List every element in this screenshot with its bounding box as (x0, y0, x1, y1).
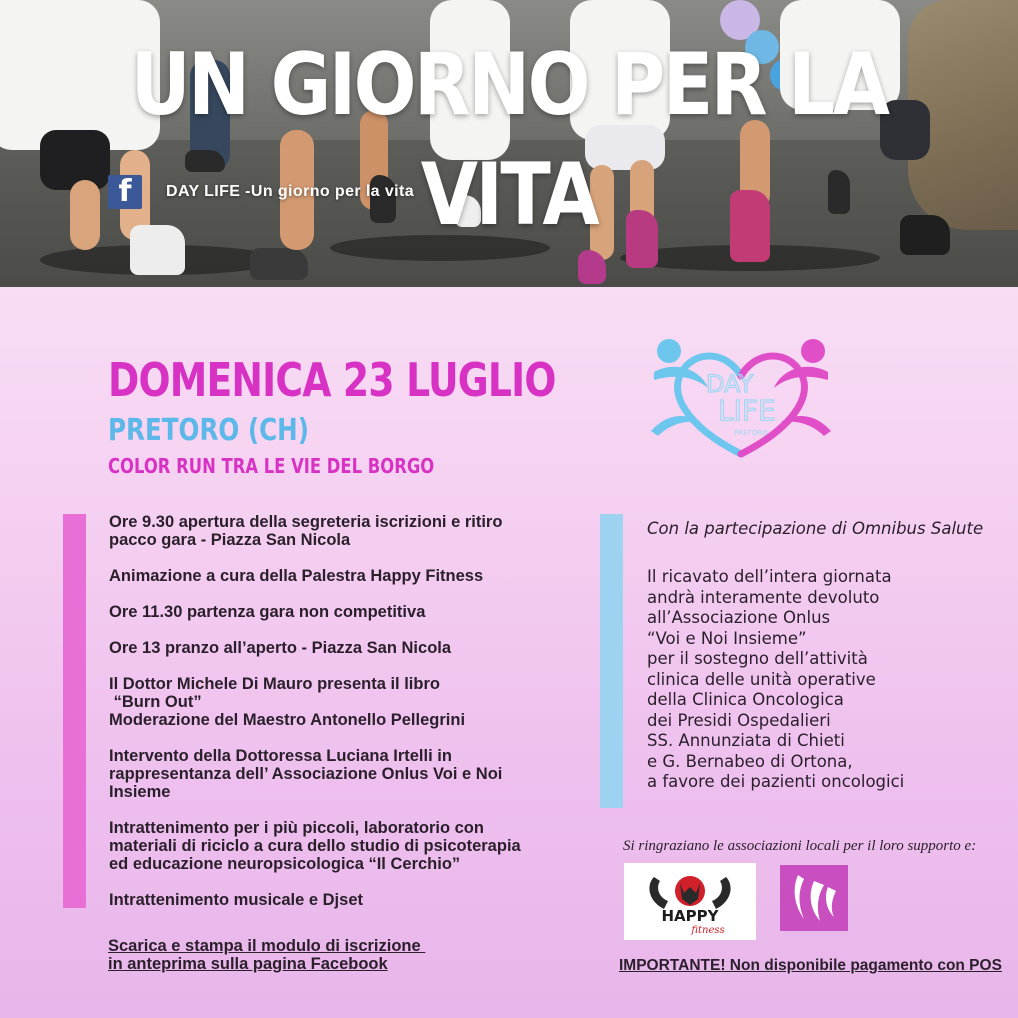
logo-word-day: DAY (706, 370, 754, 398)
thanks-note: Si ringraziano le associazioni locali per il loro supporto e: (623, 838, 977, 854)
proceeds-text (647, 567, 904, 793)
logo-leg-blue (651, 416, 701, 436)
happy-fitness-logo (624, 863, 756, 940)
program-line: pacco gara - Piazza San Nicola (109, 531, 351, 549)
partner-note: Con la partecipazione di Omnibus Salute (647, 519, 984, 538)
program-line: Ore 11.30 partenza gara non competitiva (109, 603, 426, 621)
program-accent-bar (63, 514, 86, 908)
program-line: Animazione a cura della Palestra Happy Fitness (109, 567, 484, 585)
proceeds-line: SS. Annunziata di Chieti (647, 731, 845, 750)
logo-leg-pink (781, 416, 831, 436)
program-item (109, 747, 569, 801)
program-item (109, 567, 569, 585)
proceeds-accent-bar (600, 514, 623, 808)
event-subtitle: COLOR RUN TRA LE VIE DEL BORGO (108, 454, 435, 478)
program-item (109, 675, 569, 729)
proceeds-line: clinica delle unità operative (647, 669, 876, 689)
program-line: Insieme (109, 783, 171, 801)
program-line: ed educazione neuropsicologica “Il Cerchio” (109, 855, 461, 873)
program-line: Ore 13 pranzo all’aperto - Piazza San Nicola (109, 639, 452, 657)
program-line: Intervento della Dottoressa Luciana Irtelli in (109, 747, 452, 765)
program-item (109, 513, 569, 549)
proceeds-line: “Voi e Noi Insieme” (647, 628, 807, 648)
logo-head-blue (657, 339, 681, 363)
event-date: DOMENICA 23 LUGLIO (108, 353, 556, 407)
happy-wordmark: HAPPY (661, 907, 719, 925)
payment-notice: IMPORTANTE! Non disponibile pagamento con POS (619, 957, 1002, 974)
program-list (109, 510, 569, 909)
facebook-icon: f (108, 175, 142, 209)
proceeds-line: per il sostegno dell’attività (647, 649, 868, 668)
proceeds-line: dei Presidi Ospedalieri (647, 710, 831, 730)
program-item (109, 603, 569, 621)
program-item (109, 819, 569, 873)
cta-line: Scarica e stampa il modulo di iscrizione (108, 937, 426, 955)
wellness-logo (780, 865, 848, 931)
cta-line: in anteprima sulla pagina Facebook (108, 955, 388, 973)
proceeds-line: e G. Bernabeo di Ortona, (647, 751, 853, 771)
logo-word-life: LIFE (718, 394, 776, 427)
program-line: “Burn Out” (109, 693, 202, 711)
program-line: Ore 9.30 apertura della segreteria iscrizioni e ritiro (109, 513, 503, 531)
facebook-page-label: DAY LIFE -Un giorno per la vita (166, 183, 414, 200)
registration-form-link[interactable] (108, 937, 425, 973)
program-line: Intrattenimento musicale e Djset (109, 891, 363, 909)
proceeds-line: all’Associazione Onlus (647, 608, 831, 627)
main-title: UN GIORNO PER LA VITA (130, 35, 888, 245)
logo-head-pink (801, 339, 825, 363)
program-item (109, 639, 569, 657)
program-item (109, 891, 569, 909)
header-photo (0, 0, 1018, 287)
day-life-logo (646, 336, 836, 460)
runner-shoe (250, 248, 308, 280)
program-line: rappresentanza dell’ Associazione Onlus Voi e Noi (109, 765, 503, 783)
program-line: Moderazione del Maestro Antonello Pellegrini (109, 711, 466, 729)
logo-word-pretoro: PRETORO (734, 429, 768, 437)
program-line: Intrattenimento per i più piccoli, laboratorio con (109, 819, 484, 837)
event-place: PRETORO (CH) (108, 413, 310, 448)
program-line: Il Dottor Michele Di Mauro presenta il libro (109, 675, 440, 693)
proceeds-line: a favore dei pazienti oncologici (647, 772, 905, 791)
proceeds-line: andrà interamente devoluto (647, 587, 880, 607)
proceeds-line: Il ricavato dell’intera giornata (647, 567, 892, 586)
facebook-page-link[interactable] (108, 175, 414, 209)
program-line: materiali di riciclo a cura dello studio di psicoterapia (109, 837, 521, 855)
happy-script: fitness (691, 925, 725, 936)
proceeds-line: della Clinica Oncologica (647, 690, 844, 709)
